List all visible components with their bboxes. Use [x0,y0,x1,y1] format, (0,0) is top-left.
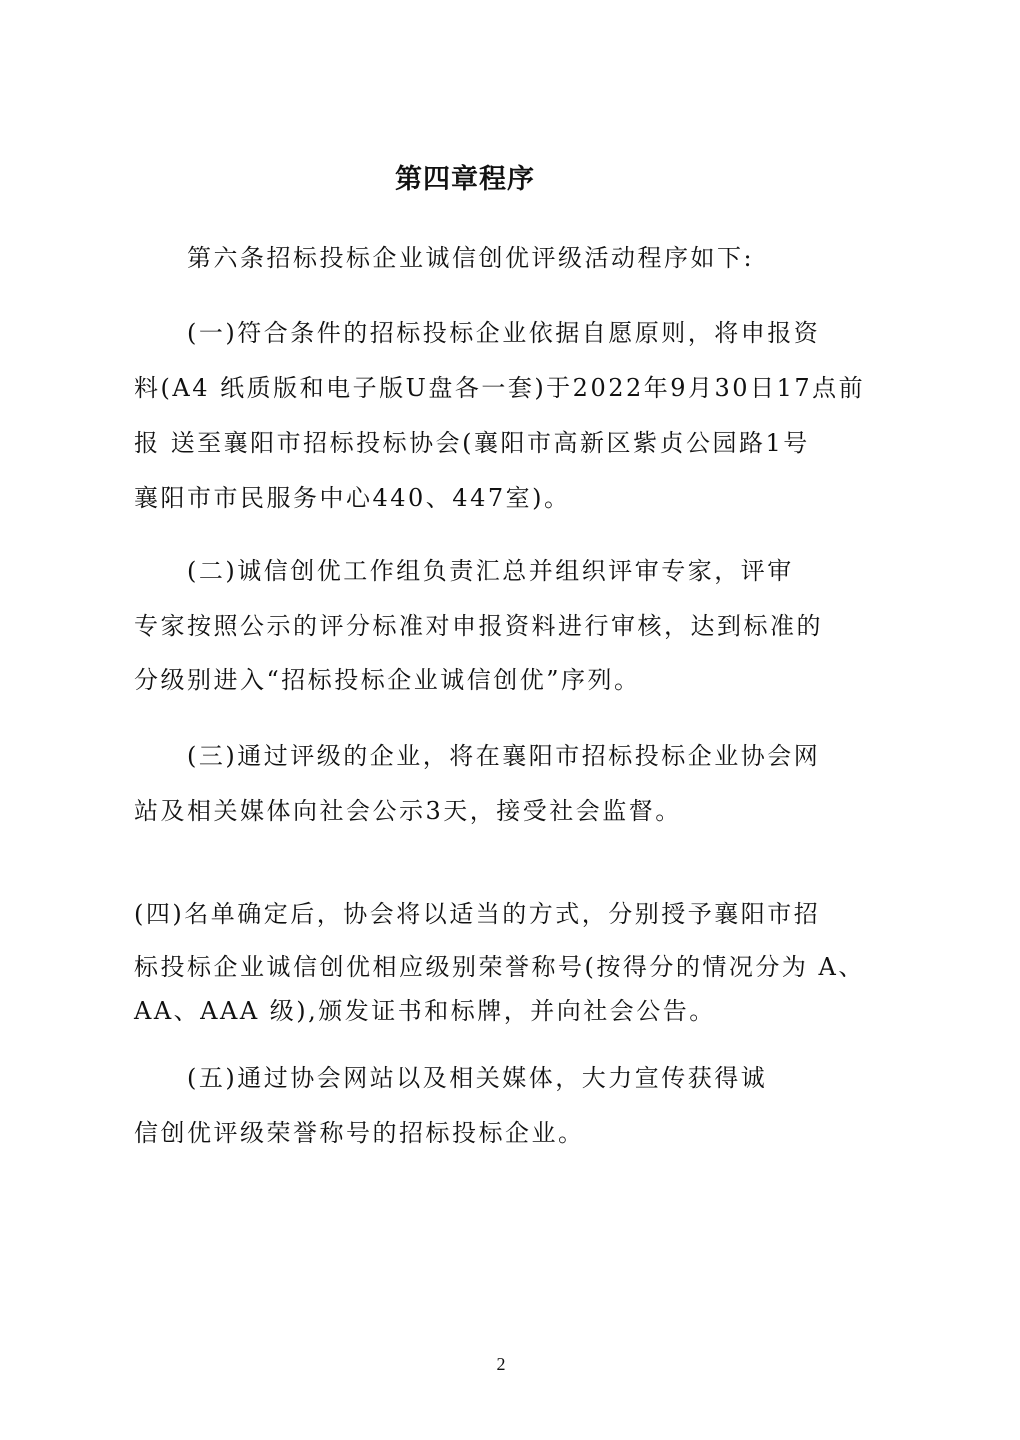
item-5-line-1: (五)通过协会网站以及相关媒体，大力宣传获得诚 [187,1064,768,1092]
item-2-line-3: 分级别进入“招标投标企业诚信创优”序列。 [134,666,641,694]
item-4-line-3: AA、AAA 级),颁发证书和标牌，并向社会公告。 [134,997,716,1025]
item-3-line-1: (三)通过评级的企业，将在襄阳市招标投标企业协会网 [187,742,821,770]
page-number: 2 [496,1354,506,1374]
item-1-line-3: 报 送至襄阳市招标投标协会(襄阳市高新区紫贞公园路1号 [134,429,810,457]
item-4-line-2: 标投标企业诚信创优相应级别荣誉称号(按得分的情况分为 A、 [134,953,865,981]
item-4-line-1: (四)名单确定后，协会将以适当的方式，分别授予襄阳市招 [134,900,821,928]
item-2-line-1: (二)诚信创优工作组负责汇总并组织评审专家，评审 [187,557,794,585]
item-1-line-1: (一)符合条件的招标投标企业依据自愿原则，将申报资 [187,319,821,347]
item-1-line-2: 料(A4 纸质版和电子版U盘各一套)于2022年9月30日17点前 [134,374,866,402]
item-2-line-2: 专家按照公示的评分标准对申报资料进行审核，达到标准的 [134,612,823,640]
article-six-intro: 第六条招标投标企业诚信创优评级活动程序如下: [187,244,755,272]
chapter-title: 第四章程序 [395,164,535,195]
item-5-line-2: 信创优评级荣誉称号的招标投标企业。 [134,1119,585,1147]
item-3-line-2: 站及相关媒体向社会公示3天，接受社会监督。 [134,797,682,825]
item-1-line-4: 襄阳市市民服务中心440、447室)。 [134,484,571,512]
